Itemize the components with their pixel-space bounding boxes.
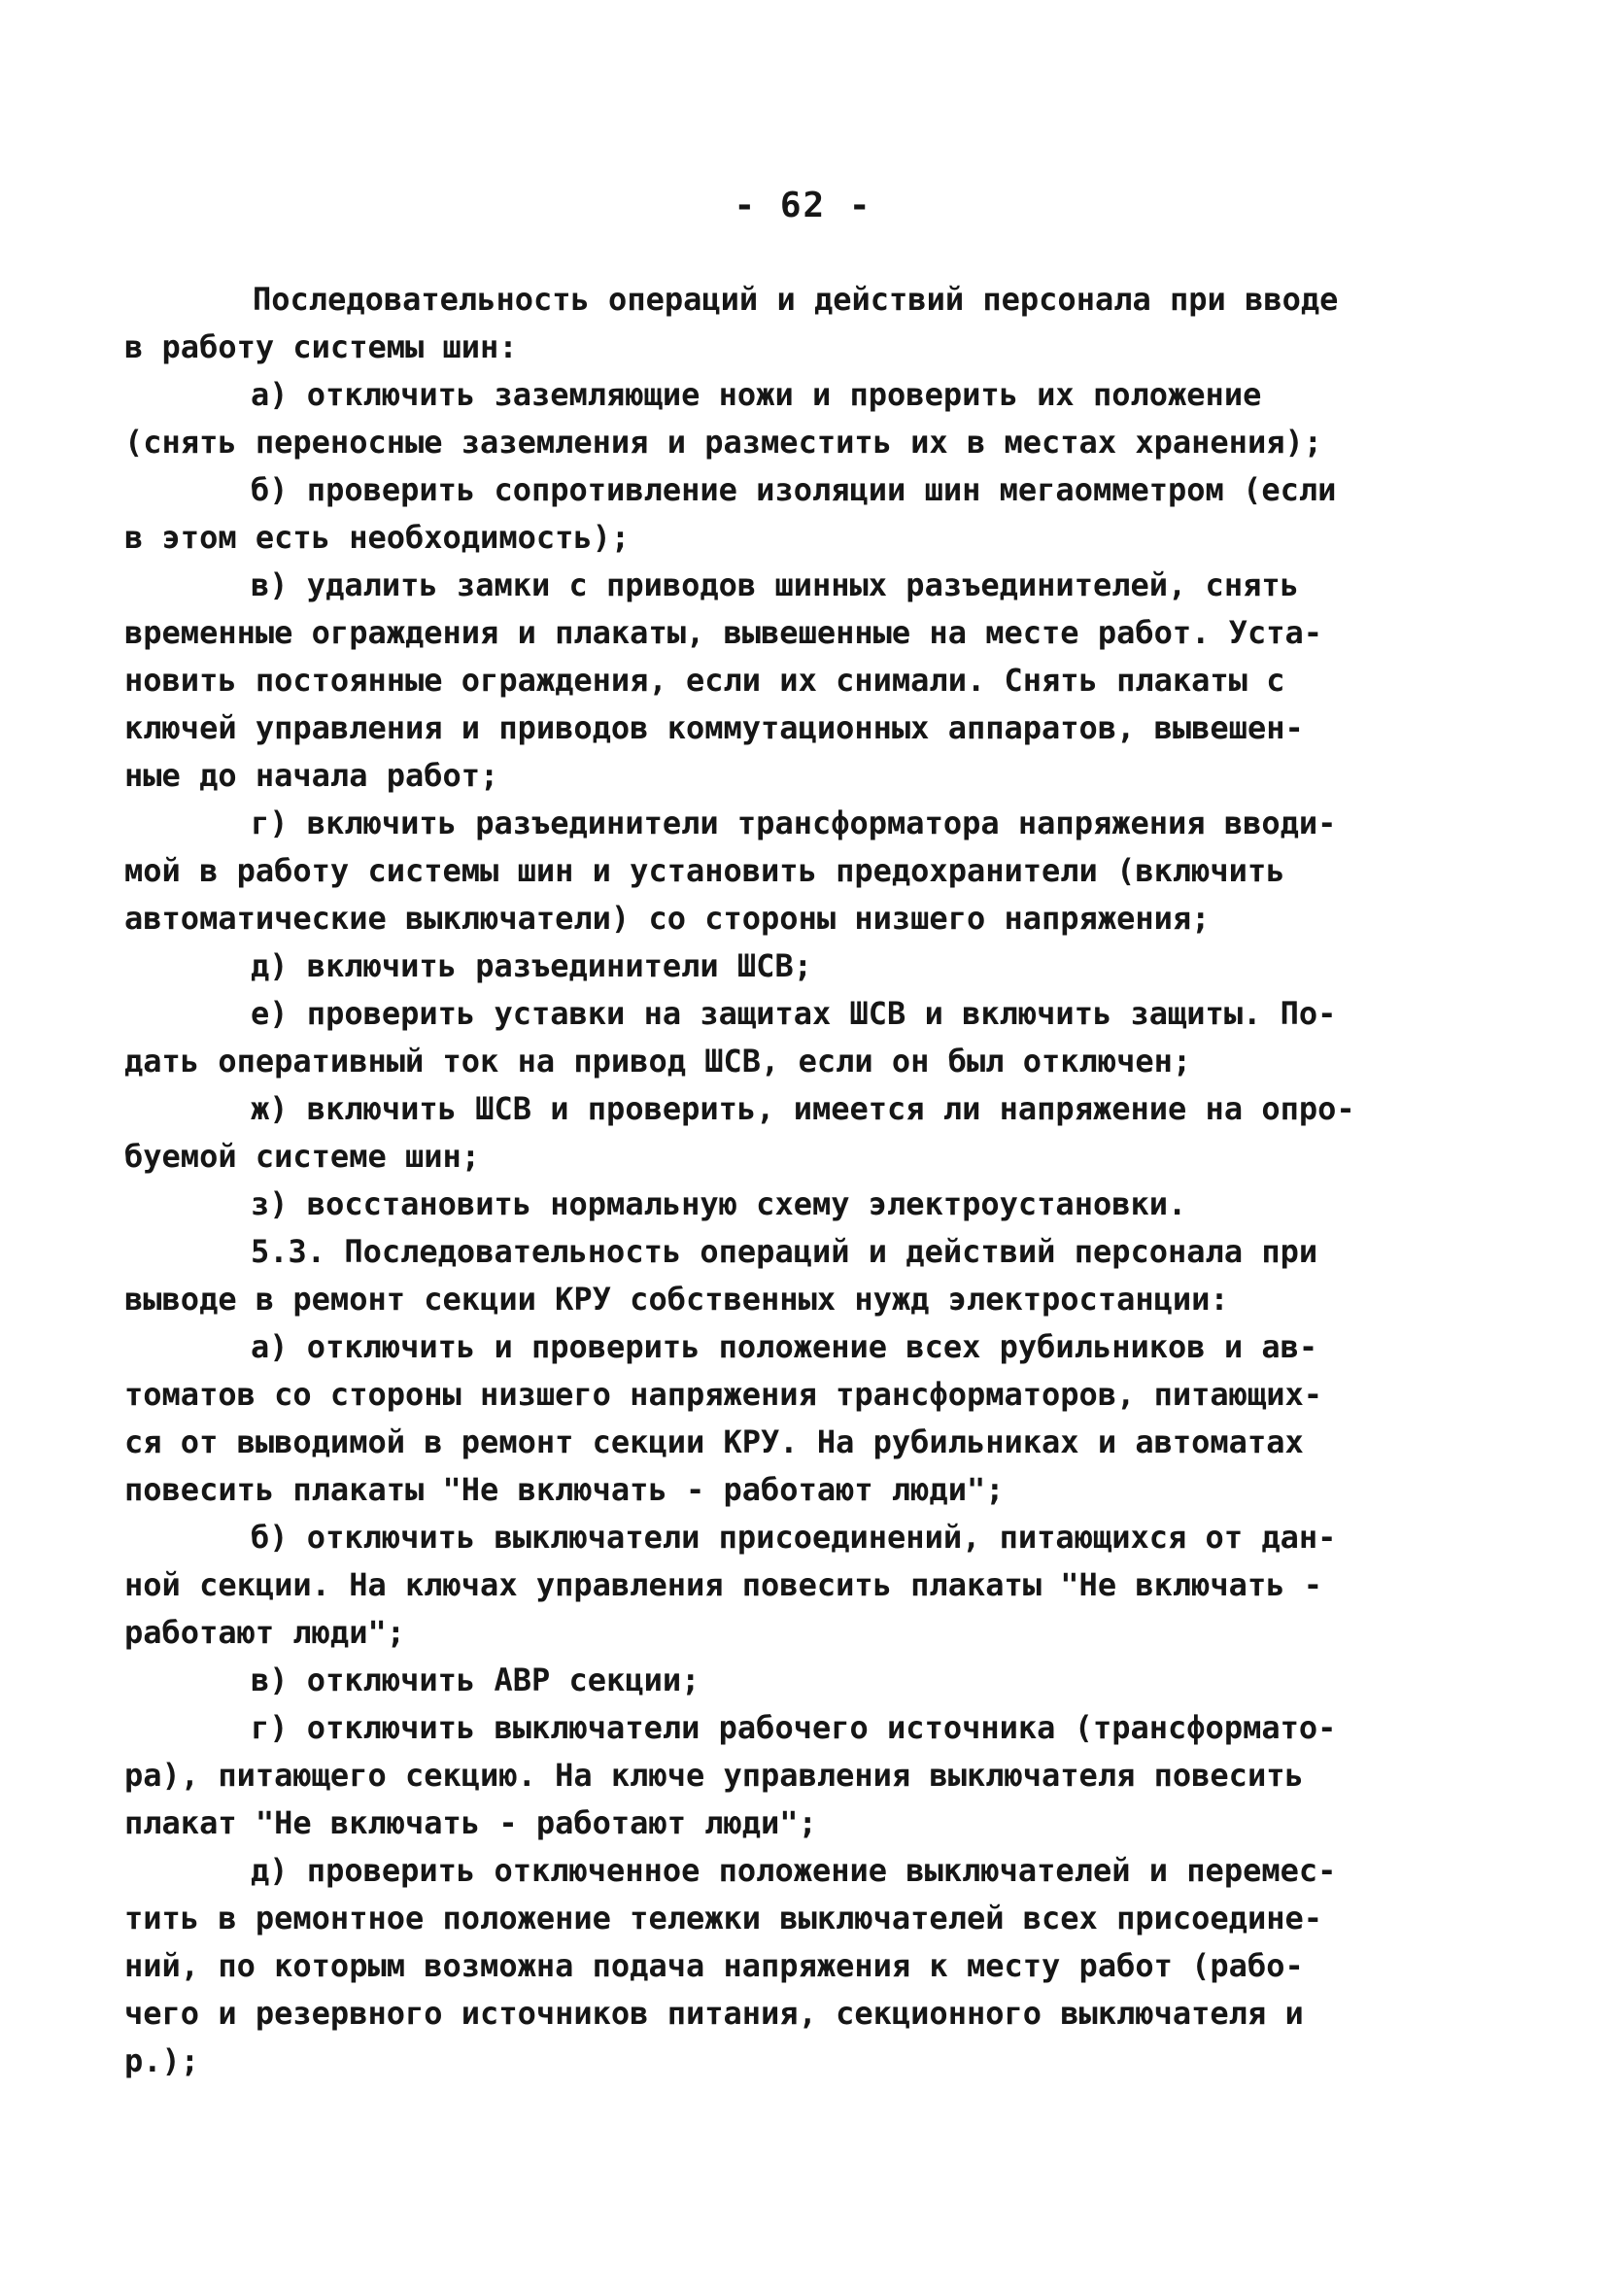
document-line: г) отключить выключатели рабочего источника (трансформато- bbox=[251, 1709, 1337, 1746]
document-line: а) отключить и проверить положение всех рубильников и ав- bbox=[251, 1328, 1318, 1365]
document-line: временные ограждения и плакаты, вывешенные на месте работ. Уста- bbox=[124, 614, 1322, 651]
document-line: в) отключить АВР секции; bbox=[251, 1662, 700, 1698]
document-line: ж) включить ШСВ и проверить, имеется ли напряжение на опро- bbox=[251, 1090, 1355, 1127]
document-line: буемой системе шин; bbox=[124, 1138, 481, 1175]
document-line: ной секции. На ключах управления повесить плакаты "Не включать - bbox=[124, 1566, 1322, 1603]
document-line: е) проверить уставки на защитах ШСВ и включить защиты. По- bbox=[251, 995, 1337, 1032]
document-line: ний, по которым возможна подача напряжения к месту работ (рабо- bbox=[124, 1947, 1304, 1984]
document-line: а) отключить заземляющие ножи и проверить их положение bbox=[251, 376, 1262, 413]
document-line: новить постоянные ограждения, если их снимали. Снять плакаты с bbox=[124, 662, 1285, 699]
document-line: б) проверить сопротивление изоляции шин мегаомметром (если bbox=[251, 471, 1337, 508]
document-line: (снять переносные заземления и разместить их в местах хранения); bbox=[124, 424, 1322, 461]
document-line: томатов со стороны низшего напряжения трансформаторов, питающих- bbox=[124, 1376, 1322, 1413]
document-line: в) удалить замки с приводов шинных разъединителей, снять bbox=[251, 566, 1299, 603]
document-line: работают люди"; bbox=[124, 1614, 405, 1651]
document-line: повесить плакаты "Не включать - работают люди"; bbox=[124, 1471, 1005, 1508]
document-line: д) включить разъединители ШСВ; bbox=[251, 947, 812, 984]
document-line: в этом есть необходимость); bbox=[124, 519, 631, 556]
document-line: выводе в ремонт секции КРУ собственных нужд электростанции: bbox=[124, 1281, 1229, 1318]
document-line: мой в работу системы шин и установить предохранители (включить bbox=[124, 852, 1285, 889]
document-line: ные до начала работ; bbox=[124, 757, 499, 794]
document-line: чего и резервного источников питания, секционного выключателя и bbox=[124, 1995, 1304, 2032]
document-line: Последовательность операций и действий персонала при вводе bbox=[253, 281, 1339, 318]
document-line: ра), питающего секцию. На ключе управления выключателя повесить bbox=[124, 1757, 1304, 1794]
document-line: ся от выводимой в ремонт секции КРУ. На рубильниках и автоматах bbox=[124, 1423, 1304, 1460]
document-line: тить в ремонтное положение тележки выключателей всех присоедине- bbox=[124, 1900, 1322, 1936]
document-line: г) включить разъединители трансформатора напряжения вводи- bbox=[251, 805, 1337, 841]
document-line: плакат "Не включать - работают люди"; bbox=[124, 1804, 817, 1841]
document-line: автоматические выключатели) со стороны низшего напряжения; bbox=[124, 900, 1211, 937]
document-line: в работу системы шин: bbox=[124, 328, 518, 365]
document-line: 5.3. Последовательность операций и действий персонала при bbox=[251, 1233, 1318, 1270]
document-line: б) отключить выключатели присоединений, питающихся от дан- bbox=[251, 1519, 1337, 1556]
document-line: р.); bbox=[124, 2042, 200, 2079]
page-number: - 62 - bbox=[734, 186, 872, 225]
document-line: дать оперативный ток на привод ШСВ, если он был отключен; bbox=[124, 1043, 1192, 1079]
document-line: д) проверить отключенное положение выключателей и перемес- bbox=[251, 1852, 1337, 1889]
document-line: з) восстановить нормальную схему электроустановки. bbox=[251, 1185, 1187, 1222]
document-body bbox=[124, 276, 1431, 2085]
document-line: ключей управления и приводов коммутационных аппаратов, вывешен- bbox=[124, 709, 1304, 746]
